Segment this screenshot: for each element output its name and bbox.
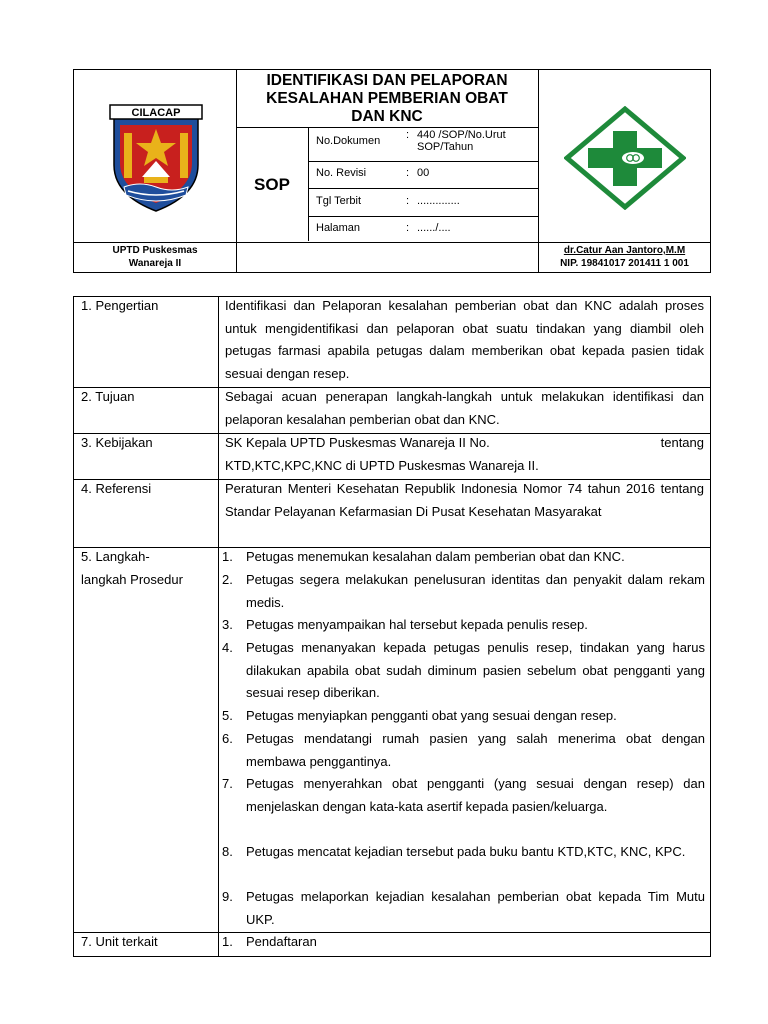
- section-label-pengertian: 1. Pengertian: [81, 298, 159, 313]
- header-divider: [308, 188, 538, 189]
- header-divider: [308, 127, 309, 241]
- signatory: [538, 242, 711, 273]
- puskesmas-logo: [564, 106, 686, 210]
- sop-label: SOP: [254, 174, 290, 194]
- crest-banner-text: CILACAP: [131, 107, 181, 119]
- signatory-name: dr.Catur Aan Jantoro,M.M: [563, 245, 686, 256]
- section-text-referensi: Peraturan Menteri Kesehatan Republik Indonesia Nomor 74 tahun 2016 tentang Standar Pelayanan Kefarmasian Di Pusat Kesehatan Masyarakat: [225, 481, 704, 519]
- organization-name: UPTD Puskesmas Wanareja II: [112, 245, 198, 269]
- section-label-kebijakan: 3. Kebijakan: [81, 435, 153, 450]
- section-label-prosedur: 5. Langkah- langkah Prosedur: [81, 549, 183, 587]
- sop-content-table: 1. Pengertian Identifikasi dan Pelaporan kesalahan pemberian obat dan KNC adalah proses untuk mengidentifikasi dan pelaporan obat suatu tindakan yang diambil oleh petugas farmasi apabila petugas dalam memberikan obat kepada pasien tidak sesuai dengan resep. 2. Tujuan Sebagai acuan penerapan langkah-langkah untuk melakukan identifikasi dan pelaporan kesalahan pemberian obat dan KNC. 3. Kebijakan SK Kepala UPTD Puskesmas Wanareja II No. tentang KTD,KTC,KPC,KNC di UPTD Puskesmas Wanareja II. 4. Referensi Peraturan Menteri Kesehatan Republik Indonesia Nomor 74 tahun 2016 tentang Standar Pelayanan Kefarmasian Di Pusat Kesehatan Masyarakat 5. Langkah- langkah Prosedur 1. Petugas menemukan kesalahan dalam pemberian obat dan KNC. 2. Petugas segera melakukan penelusuran identitas dan penyakit dalam rekam medis. 3. Petugas menyampaikan hal tersebut kepada penulis resep. 4. Petugas menanyakan kepada petugas penulis resep, tindakan yang harus dilakukan apabila obat sudah diminum pasien sebelum obat pengganti yang sesuai resep diberikan. 5. Petugas menyiapkan pengganti obat yang sesuai dengan resep. 6. Petugas mendatangi rumah pasien yang salah menerima obat dengan membawa penggantinya. 7. Petugas menyerahkan obat pengganti (yang sesuai dengan resep) dan menjelaskan dengan kata-kata asertif kepada pasien/keluarga. 8. Petugas mencatat kejadian tersebut pada buku bantu KTD,KTC, KNC, KPC. 9. Petugas melaporkan kejadian kesalahan pemberian obat kepada Tim Mutu UKP. 7. Unit terkait 1. Pendaftaran: [73, 296, 711, 957]
- content-column-divider: [218, 297, 219, 956]
- section-label-tujuan: 2. Tujuan: [81, 389, 135, 404]
- header-divider: [308, 161, 538, 162]
- header-divider: [308, 216, 538, 217]
- cilacap-crest-logo: [108, 103, 204, 213]
- signatory-nip: NIP. 19841017 201411 1 001: [560, 258, 689, 269]
- section-text-kebijakan: SK Kepala UPTD Puskesmas Wanareja II No. tentang KTD,KTC,KPC,KNC di UPTD Puskesmas Wanareja II.: [225, 435, 704, 473]
- sop-header-table: CILACAP IDENTIFIKASI DAN PELAPORAN KESALAHAN PEMBERIAN OBAT DAN KNC SOP No.Dokumen : 440 /SOP/No.Urut SOP/Tahun No. Revisi : 00 Tgl Terbit : .............. Halaman : ....../.... UPTD Puskesmas Wanareja II dr.Catur Aan Jantoro,M.M NIP. 19841017 201411 1 001: [73, 69, 711, 273]
- section-label-referensi: 4. Referensi: [81, 481, 152, 496]
- document-title: IDENTIFIKASI DAN PELAPORAN KESALAHAN PEMBERIAN OBAT DAN KNC: [266, 72, 508, 125]
- section-text-pengertian: Identifikasi dan Pelaporan kesalahan pemberian obat dan KNC adalah proses untuk mengidentifikasi dan pelaporan obat suatu tindakan yang diambil oleh petugas farmasi apabila petugas dalam memberikan obat kepada pasien tidak sesuai dengan resep.: [225, 298, 704, 381]
- section-label-unit-terkait: 7. Unit terkait: [81, 934, 158, 949]
- section-text-tujuan: Sebagai acuan penerapan langkah-langkah untuk melakukan identifikasi dan pelaporan kesalahan pemberian obat dan KNC.: [225, 389, 704, 427]
